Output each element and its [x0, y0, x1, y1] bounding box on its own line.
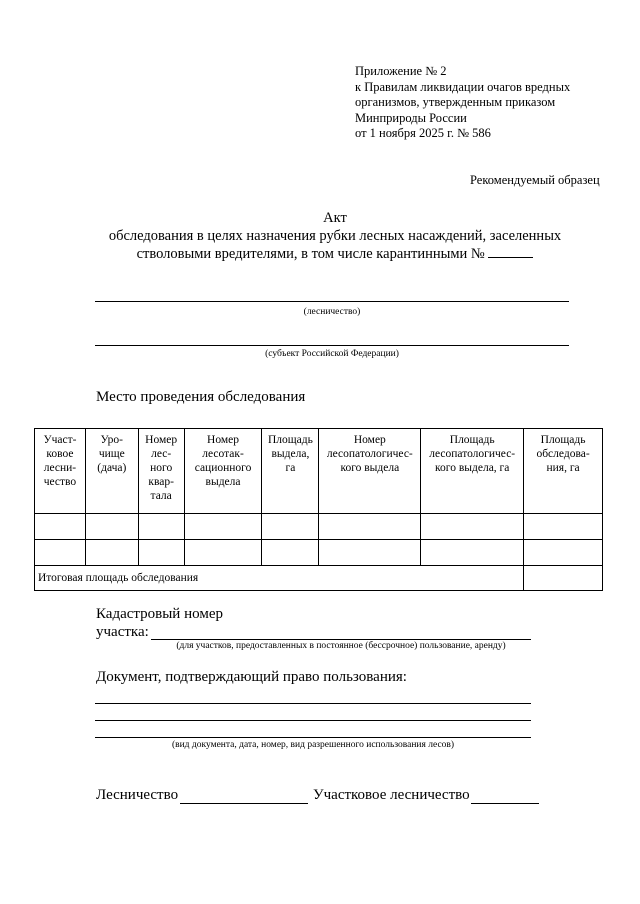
cadastral-fill-line[interactable]	[151, 639, 531, 640]
header-taxation-unit-number: Номер лесотак- сационного выдела	[184, 429, 262, 514]
forestry-caption: (лесничество)	[303, 307, 361, 317]
survey-table	[34, 428, 603, 591]
footer-district-forestry-fill-line[interactable]	[471, 803, 539, 804]
title-line-3-text: стволовыми вредителями, в том числе карантинными №	[136, 246, 485, 262]
footer-district-forestry-label: Участковое лесничество	[313, 787, 470, 803]
document-fill-line-1[interactable]	[95, 703, 531, 704]
table-cell[interactable]	[138, 514, 184, 540]
table-cell[interactable]	[184, 540, 262, 566]
appendix-line-2: к Правилам ликвидации очагов вредных	[355, 79, 571, 94]
subject-fill-line[interactable]	[95, 345, 569, 346]
header-pathology-unit-number: Номер лесопатологичес- кого выдела	[319, 429, 421, 514]
appendix-note	[355, 64, 570, 142]
table-cell[interactable]	[138, 540, 184, 566]
header-unit-area: Площадь выдела, га	[262, 429, 319, 514]
table-cell[interactable]	[85, 514, 138, 540]
forestry-fill-line[interactable]	[95, 301, 569, 302]
table-cell[interactable]	[35, 540, 86, 566]
table-cell[interactable]	[319, 540, 421, 566]
table-row	[35, 514, 603, 540]
table-cell[interactable]	[262, 540, 319, 566]
title-line-1: Акт	[323, 210, 347, 226]
cadastral-label-line-2: участка:	[96, 624, 149, 640]
table-total-row	[35, 566, 603, 591]
table-row	[35, 540, 603, 566]
table-cell[interactable]	[262, 514, 319, 540]
title-line-2: обследования в целях назначения рубки лесных насаждений, заселенных	[108, 228, 562, 244]
table-cell[interactable]	[421, 514, 524, 540]
subject-caption: (субъект Российской Федерации)	[265, 349, 399, 359]
appendix-line-4: Минприроды России	[355, 110, 467, 125]
act-number-blank[interactable]	[488, 245, 533, 258]
title-line-3	[60, 245, 610, 263]
footer-forestry-label: Лесничество	[96, 787, 179, 803]
table-cell[interactable]	[524, 514, 603, 540]
survey-location-heading: Место проведения обследования	[96, 389, 306, 405]
header-district-forestry: Участ- ковое лесни- чество	[35, 429, 86, 514]
table-cell[interactable]	[319, 514, 421, 540]
cadastral-label-line-1: Кадастровый номер	[96, 606, 223, 622]
appendix-line-3: организмов, утвержденным приказом	[355, 95, 556, 109]
recommended-sample-label: Рекомендуемый образец	[470, 173, 600, 187]
header-quarter-number: Номер лес- ного квар- тала	[138, 429, 184, 514]
appendix-line-5: от 1 ноября 2025 г. № 586	[355, 126, 491, 140]
total-area-label: Итоговая площадь обследования	[35, 566, 524, 591]
header-tract: Уро- чище (дача)	[85, 429, 138, 514]
table-cell[interactable]	[85, 540, 138, 566]
header-survey-area: Площадь обследова- ния, га	[524, 429, 603, 514]
header-pathology-unit-area: Площадь лесопатологичес- кого выдела, га	[421, 429, 524, 514]
table-cell[interactable]	[35, 514, 86, 540]
document-title	[60, 209, 610, 263]
document-caption: (вид документа, дата, номер, вид разрешенного использования лесов)	[171, 740, 455, 750]
document-fill-line-3[interactable]	[95, 737, 531, 738]
document-fill-line-2[interactable]	[95, 720, 531, 721]
table-header-row	[35, 429, 603, 514]
total-area-cell[interactable]	[524, 566, 603, 591]
footer-forestry-fill-line[interactable]	[180, 803, 308, 804]
table-cell[interactable]	[421, 540, 524, 566]
cadastral-caption: (для участков, предоставленных в постоянное (бессрочное) пользование, аренду)	[176, 641, 506, 651]
appendix-line-1: Приложение № 2	[355, 64, 447, 78]
table-cell[interactable]	[184, 514, 262, 540]
document-label: Документ, подтверждающий право пользования:	[96, 669, 407, 685]
table-cell[interactable]	[524, 540, 603, 566]
